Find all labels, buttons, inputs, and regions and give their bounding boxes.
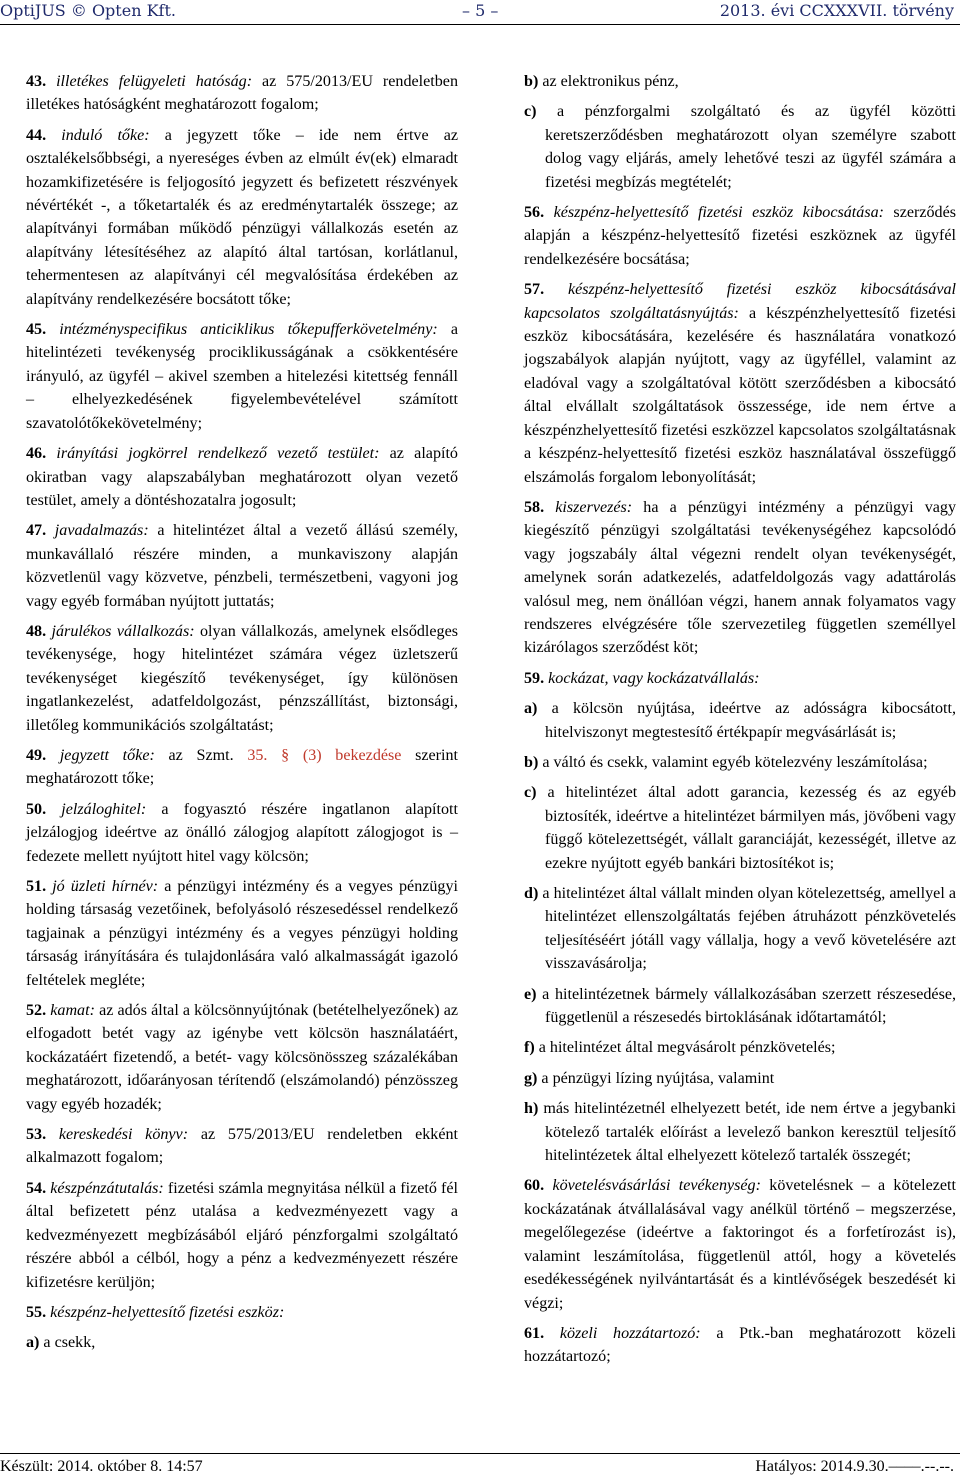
definition-number: 45. — [26, 321, 47, 339]
definition-item — [26, 798, 458, 868]
definition-term: követelésvásárlási tevékenység: — [552, 1177, 761, 1195]
definition-item — [26, 620, 458, 737]
sub-item-label: g) — [524, 1069, 538, 1087]
header-publisher: OptiJUS © Opten Kft. — [0, 1, 176, 20]
definition-term: jelzáloghitel: — [61, 800, 147, 818]
definition-text: követelésnek – a kötelezett kockázatának átvállalásával vagy anélkül történő – megszerzése, megelőlegezése (ideértve a faktoringot és a forfetírozást is), valamint leszámítolása, függetlenül attól, hogy a követelés esedékességének nyilvántartását és a kintlévőségek beszedését ki végzi; — [524, 1177, 956, 1312]
definition-number: 46. — [26, 445, 47, 463]
definition-text: az alapító okiratban vagy alapszabályban meghatározott olyan vezető testület, amely a döntéshozatalra jogosult; — [26, 445, 458, 509]
definition-number: 57. — [524, 281, 545, 299]
definition-term: kamat: — [50, 1002, 95, 1020]
definition-number: 54. — [26, 1179, 47, 1197]
footer-effective: Hatályos: 2014.9.30.––––.--.--. — [755, 1458, 954, 1475]
sub-item-body — [524, 70, 956, 93]
definition-term: járulékos vállalkozás: — [51, 622, 195, 640]
sub-item-body — [524, 1067, 956, 1090]
definition-item — [26, 1177, 458, 1294]
sub-item-body — [524, 697, 956, 744]
definition-text: a hitelintézet által a vezető állású személy, munkavállaló részére minden, a munkaviszony alapján közvetlenül vagy közvetve, pénzbeli, természetbeni, vagyoni jog vagy egyéb formában nyújtott juttatás; — [26, 522, 459, 610]
definition-text: a fogyasztó részére ingatlanon alapított jelzálogjog ideértve az önálló zálogjog alapított zálogjogot is – fedezete mellett nyújtott hitel vagy kölcsön; — [26, 800, 458, 865]
definition-term: jó üzleti hírnév: — [52, 878, 159, 895]
definition-number: 53. — [26, 1126, 47, 1144]
definition-term: kiszervezés: — [555, 498, 633, 516]
definition-term: induló tőke: — [61, 126, 150, 144]
definition-number: 47. — [26, 522, 47, 540]
sub-item-text: az elektronikus pénz, — [538, 73, 679, 90]
header-page-number: – 5 – — [462, 1, 499, 20]
definition-text: az Szmt. — [154, 746, 248, 764]
definition-item — [524, 667, 956, 690]
sub-item-text: a csekk, — [39, 1334, 96, 1352]
definition-text: szerződés alapján a készpénz-helyettesítő fizetési eszköznek az ügyfél rendelkezésére bocsátása; — [524, 204, 956, 268]
definition-item — [26, 124, 458, 311]
definition-number: 56. — [524, 204, 545, 222]
sub-item — [524, 751, 956, 774]
definition-text: a pénzügyi intézmény és a vegyes pénzügyi holding társaság vezetőinek, befolyásoló részesedéssel rendelkező tagjainak a pénzügyi intézmény és a vegyes pénzügyi holding társaság irányítására és tulajdonlására való alkalmasságát igazoló feltételek megléte; — [26, 878, 458, 989]
right-column — [524, 70, 956, 1376]
sub-item-label: a) — [524, 700, 538, 718]
sub-item — [524, 882, 956, 976]
sub-item — [524, 781, 956, 875]
definition-number: 51. — [26, 878, 47, 895]
definition-item — [26, 1123, 458, 1170]
definition-term: kereskedési könyv: — [58, 1126, 189, 1144]
definition-term: készpénz-helyettesítő fizetési eszköz kibocsátása: — [553, 204, 884, 222]
sub-item-body — [524, 1036, 956, 1059]
definition-text: az 575/2013/EU rendeletben ekként alkalmazott fogalom; — [26, 1126, 458, 1167]
sub-item-text: a hitelintézetnek bármely vállalkozásában szerzett részesedése, függetlenül a részesedés birtoklásának időtartamától; — [536, 985, 956, 1027]
sub-item-body — [524, 882, 956, 976]
sub-item-text: a pénzforgalmi szolgáltató és az ügyfél közötti keretszerződésben meghatározott olyan személyre szabott dolog vagy eljárás, amely lehetővé teszi az ügyfél számára a fizetési megbízás megtételét; — [536, 103, 956, 191]
definition-text: az 575/2013/EU rendeletben illetékes hatóságként meghatározott fogalom; — [26, 73, 458, 114]
definition-term: közeli hozzátartozó: — [559, 1324, 701, 1342]
definition-item — [26, 875, 458, 992]
definition-text: olyan vállalkozás, amelynek elsődleges tevékenysége, hogy hitelintézet számára végez üzletszerű tevékenységet kiegészítő tevékenységet, így különösen ingatlankezelést, adatfeldolgozást, pénzszállítást, biztonsági, illetőleg kommunikációs szolgáltatást; — [26, 622, 458, 734]
page-footer — [0, 1456, 960, 1480]
sub-item — [524, 1097, 956, 1167]
definition-item — [26, 744, 458, 791]
definition-term: intézményspecifikus anticiklikus tőkepufferkövetelmény: — [59, 321, 438, 339]
definition-number: 55. — [26, 1303, 47, 1321]
sub-item-label: b) — [524, 753, 539, 771]
definition-item — [524, 278, 956, 489]
definition-number: 52. — [26, 1002, 47, 1020]
footer-rule — [0, 1453, 960, 1454]
definition-item — [26, 70, 458, 117]
sub-item-text: a kölcsön nyújtása, ideértve az adósságra kibocsátott, hitelviszonyt megtestesítő értékpapír megvásárlását is; — [537, 700, 956, 741]
header-rule — [0, 24, 960, 25]
definition-item — [26, 442, 458, 512]
sub-item — [524, 70, 956, 93]
definition-term: készpénz-helyettesítő fizetési eszköz kibocsátásával kapcsolatos szolgáltatásnyújtás: — [524, 281, 956, 322]
definition-item — [26, 1301, 458, 1324]
definition-number: 48. — [26, 622, 47, 640]
sub-item-body — [524, 751, 956, 774]
sub-item-text: a pénzügyi lízing nyújtása, valamint — [537, 1069, 775, 1087]
sub-item-text: a hitelintézet által vállalt minden olyan kötelezettség, amellyel a hitelintézet ellenszolgáltatás fejében átruházott pénzkövetelés teljesítéséért jótáll vagy vállalja, hogy a vevő követelésére azt visszavásárolja; — [538, 885, 956, 973]
definition-number: 60. — [524, 1177, 545, 1195]
definition-item — [524, 1322, 956, 1369]
sub-item-text: a hitelintézet által adott garancia, kezesség és az egyéb biztosíték, ideértve a hitelintézet bármilyen más, jövőbeni vagy függő kötelezettségét, vállalt garanciáját, kezességét, illetve az ezekre nyújtott egyéb bankári biztosítékot is; — [536, 784, 956, 872]
sub-item — [524, 100, 956, 194]
sub-item — [524, 1036, 956, 1059]
definition-text: ha a pénzügyi intézmény a pénzügyi vagy kiegészítő pénzügyi szolgáltatási tevékenységéhez kapcsolódó vagy jogszabály által végezni rendelt olyan tevékenységét, amelynek során adatkezelés, adatfeldolgozás vagy adattárolás valósul meg, nem önállóan végzi, hanem annak folyamatos vagy rendszeres elvégzésére tőle szervezetileg független személlyel kizárólagos szerződést köt; — [524, 498, 956, 657]
definition-term: javadalmazás: — [54, 522, 149, 540]
definition-text: a hitelintézeti tevékenység prociklikusságának a csökkentésére irányuló, az ügyfél – akivel szemben a hitelezési kitettség fennáll – elhelyezkedésének figyelembevételével számított szavatolótőkekövetelmény; — [26, 321, 458, 432]
sub-item-label: h) — [524, 1100, 539, 1118]
page-header — [0, 0, 960, 24]
sub-item-body — [524, 781, 956, 875]
definition-term: jegyzett tőke: — [59, 746, 155, 764]
definition-term: készpénzátutalás: — [50, 1179, 164, 1197]
definition-item — [26, 519, 458, 613]
definition-item — [524, 201, 956, 271]
definition-item — [524, 496, 956, 660]
law-reference-link[interactable]: 35. § (3) bekezdése — [247, 746, 402, 764]
sub-item-text: más hitelintézetnél elhelyezett betét, ide nem értve a jegybanki kötelező tartalék előírást a levelező bankon keresztül teljesítő hitelintézetek által elhelyezett kötelező tartalék összegét; — [538, 1100, 956, 1165]
definition-text: a Ptk.-ban meghatározott közeli hozzátartozó; — [524, 1324, 956, 1366]
sub-item — [524, 697, 956, 744]
sub-item-text: a hitelintézet által megvásárolt pénzkövetelés; — [534, 1039, 836, 1057]
definition-text: a készpénzhelyettesítő fizetési eszköz kibocsátására, kezelésére és használatára vonatkozó jogszabályok alapján nyújtott, vagy az ügyféllel, valamint az eladóval vagy a szolgáltatóval kötött szerződésben a kibocsátó által elvállalt szolgáltatások összessége, ide nem értve a készpénzhelyettesítő fizetési eszközzel kapcsolatos szolgáltatásnak a készpénz-helyettesítő fizetési eszköz használatával összefüggő elszámolás forgalom lebonyolítását; — [524, 304, 956, 486]
sub-item-body — [524, 983, 956, 1030]
definition-item — [524, 1174, 956, 1314]
definition-item — [26, 999, 458, 1116]
sub-item-body — [524, 100, 956, 194]
sub-item-label: b) — [524, 73, 539, 90]
sub-item — [524, 983, 956, 1030]
left-column — [26, 70, 458, 1362]
definition-text: a jegyzett tőke – ide nem értve az osztalékelsőbbségi, a nyereséges évben az elmúlt év(ek) elmaradt hozamkifizetésére is feljogosító jegyzett és befizetett részvények névértékét -, a tőketartalék és az eredménytartalék összege; az alapítványi formában működő pénzügyi vállalkozás esetén az alapítvány létesítéséhez az alapító által tartósan, korlátlanul, tehermentesen az alapítványi cél megvalósítása érdekében az alapítvány rendelkezésére bocsátott tőke; — [26, 126, 458, 308]
sub-item-label: c) — [524, 103, 537, 121]
definition-term: készpénz-helyettesítő fizetési eszköz: — [50, 1303, 285, 1321]
sub-item — [26, 1331, 458, 1354]
sub-item-label: f) — [524, 1039, 535, 1057]
definition-item — [26, 318, 458, 435]
header-law-title: 2013. évi CCXXXVII. törvény — [719, 1, 954, 20]
sub-item-label: d) — [524, 885, 539, 902]
definition-text: fizetési számla megnyitása nélkül a fizető fél által befizetett pénz utalása a kedvezményezett vagy a kedvezményezett megbízásából eljáró pénzforgalmi szolgáltató részére abból a célból, hogy a pénz a kedvezményezett részére kifizetésre kerüljön; — [26, 1179, 458, 1291]
definition-number: 43. — [26, 73, 47, 90]
sub-item — [524, 1067, 956, 1090]
definition-number: 44. — [26, 126, 47, 144]
definition-number: 50. — [26, 800, 47, 818]
sub-item-label: e) — [524, 985, 537, 1003]
definition-term: kockázat, vagy kockázatvállalás: — [548, 669, 760, 687]
sub-item-label: c) — [524, 784, 537, 802]
sub-item-label: a) — [26, 1334, 40, 1352]
definition-number: 58. — [524, 498, 545, 516]
definition-number: 61. — [524, 1324, 545, 1342]
definition-text-cont: szerint meghatározott tőke; — [26, 746, 459, 788]
definition-term: irányítási jogkörrel rendelkező vezető testület: — [56, 445, 380, 463]
sub-item-body — [26, 1331, 458, 1354]
sub-item-text: a váltó és csekk, valamint egyéb kötelezvény leszámítolása; — [538, 753, 928, 771]
definition-number: 49. — [26, 746, 47, 764]
sub-item-body — [524, 1097, 956, 1167]
footer-created: Készült: 2014. október 8. 14:57 — [0, 1458, 203, 1475]
definition-text: az adós által a kölcsönnyújtónak (betételhelyezőnek) az elfogadott betét vagy az igénybe vett kölcsön használatáért, kockázatáért fizetendő, a betét- vagy kölcsönösszeg százalékában meghatározott, időarányosan térítendő (elszámolandó) pénzösszeg vagy egyéb hozadék; — [26, 1002, 458, 1113]
definition-term: illetékes felügyeleti hatóság: — [56, 73, 253, 90]
definition-number: 59. — [524, 669, 545, 687]
